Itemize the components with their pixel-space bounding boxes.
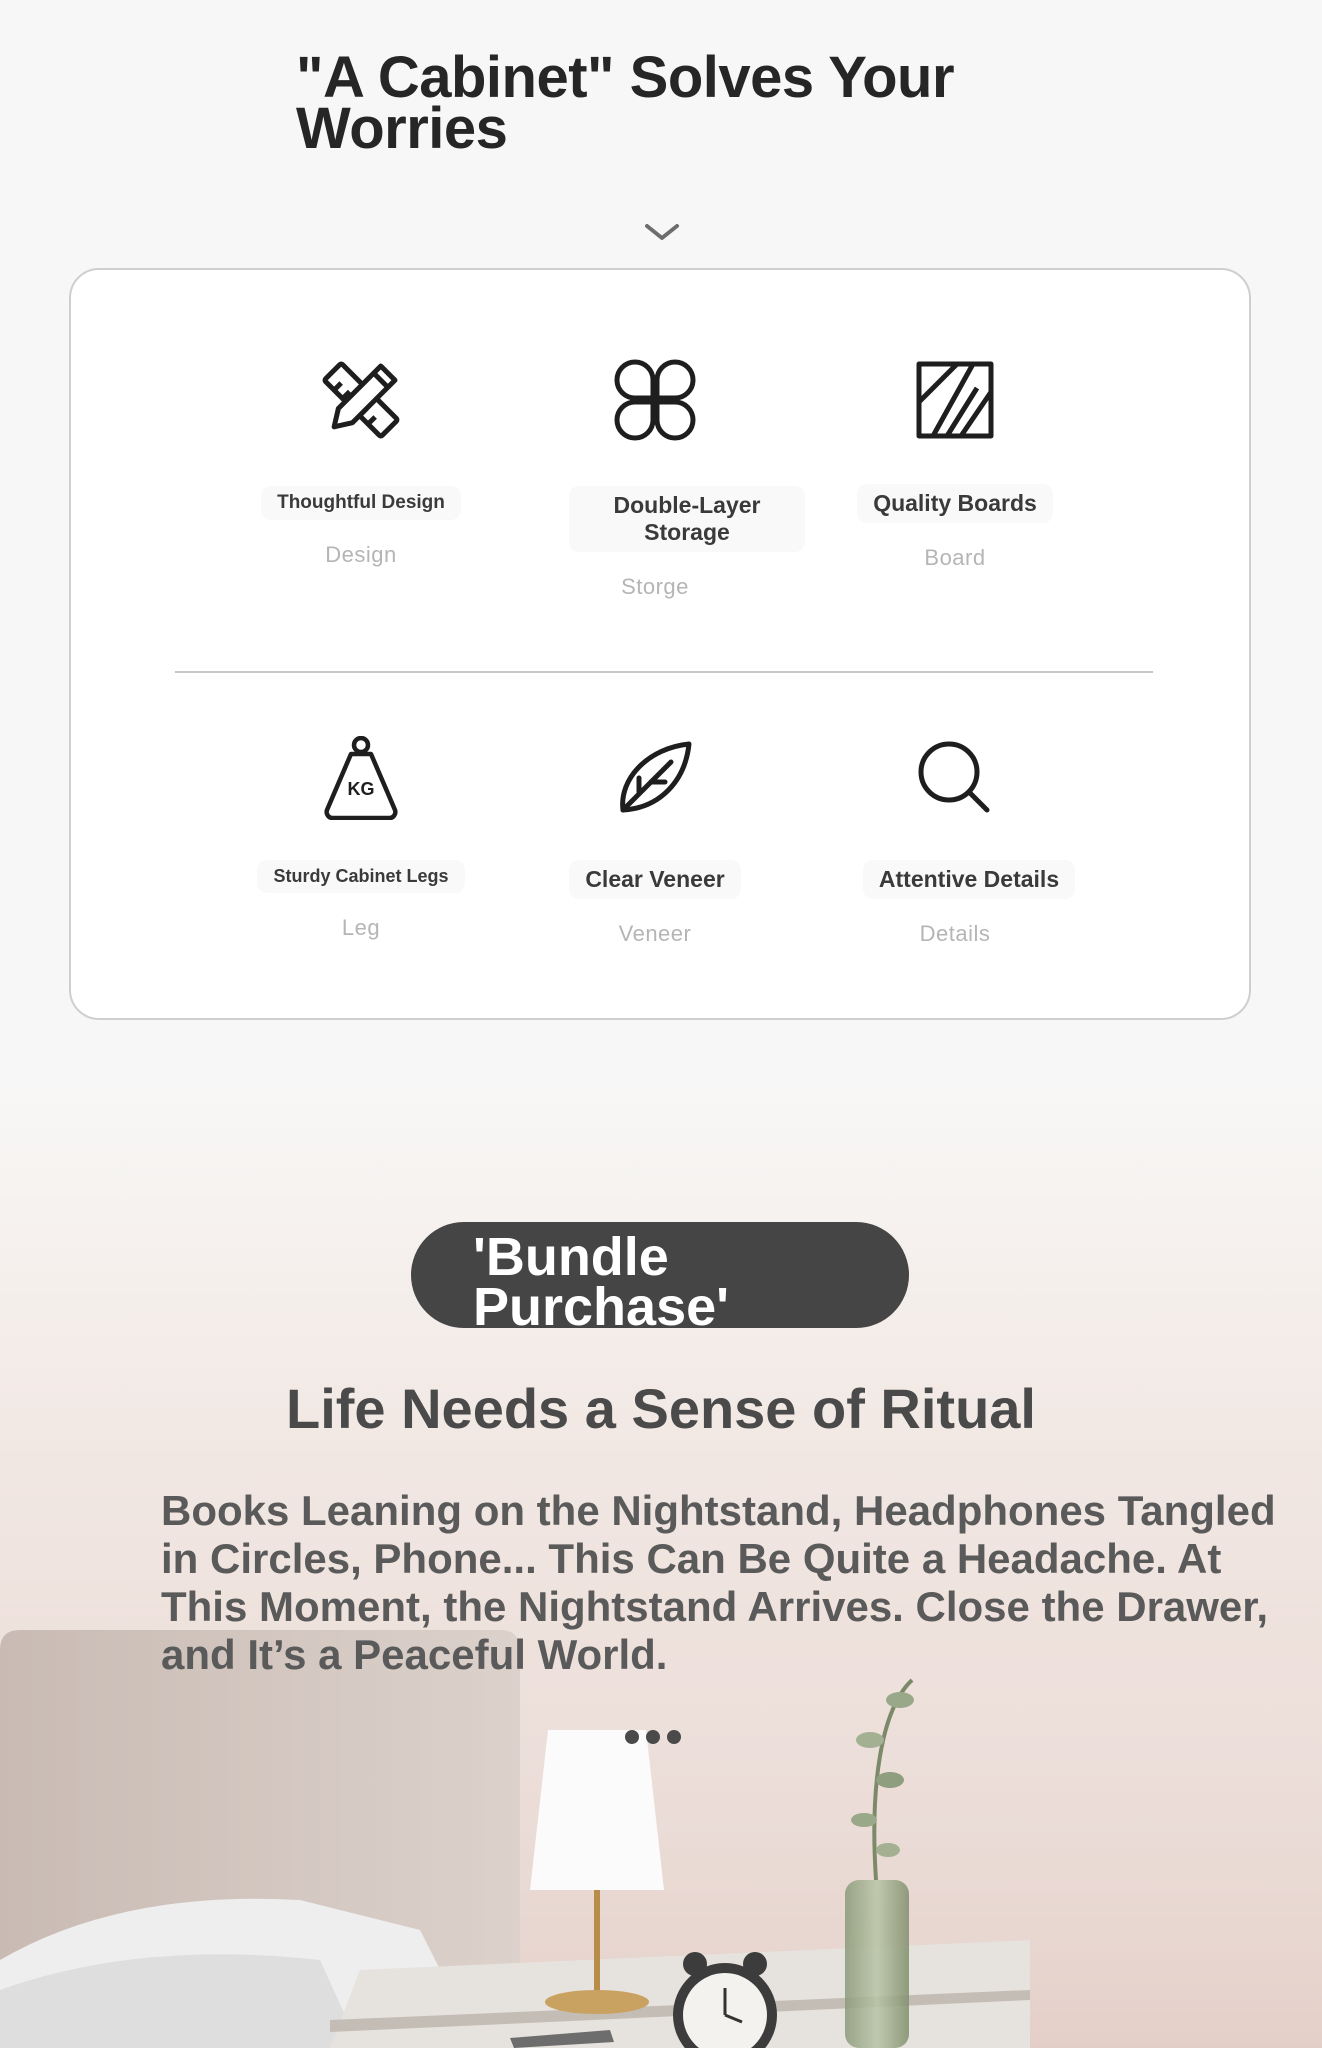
feature-clear-veneer — [505, 736, 805, 947]
board-grain-icon — [913, 358, 997, 442]
ellipsis-dots-icon — [625, 1730, 688, 1749]
feature-double-layer-storage — [505, 358, 805, 600]
bundle-section — [0, 1090, 1322, 2048]
kg-weight-icon — [319, 736, 403, 820]
feature-name: Attentive Details — [863, 860, 1075, 899]
feature-name: Double-Layer Storage — [569, 486, 805, 552]
feature-sub: Details — [919, 921, 991, 946]
section-body: Books Leaning on the Nightstand, Headphones Tangled in Circles, Phone... This Can Be Quite a Headache. At This Moment, the Nightstand Arrives. Close the Drawer, and It’s a Peaceful World. — [161, 1487, 1276, 1678]
bundle-purchase-pill — [411, 1222, 909, 1337]
feature-name: Quality Boards — [857, 484, 1053, 523]
row-divider — [175, 671, 1153, 673]
page-title: "A Cabinet" Solves Your Worries — [296, 45, 955, 161]
feature-sub: Veneer — [618, 921, 692, 946]
ruler-pencil-icon — [319, 358, 403, 442]
feature-sub: Board — [924, 545, 986, 570]
pill-label: 'Bundle Purchase' — [473, 1227, 729, 1337]
feature-name: Sturdy Cabinet Legs — [257, 860, 464, 893]
feature-card — [69, 268, 1251, 1020]
feature-sub: Design — [325, 542, 397, 567]
section-headline: Life Needs a Sense of Ritual — [286, 1377, 1036, 1440]
feature-sturdy-cabinet-legs — [211, 736, 511, 941]
feature-quality-boards — [805, 358, 1105, 571]
feature-thoughtful-design — [211, 358, 511, 568]
feature-sub: Leg — [341, 915, 381, 940]
feature-sub: Storge — [621, 574, 689, 599]
chevron-down-icon — [643, 218, 681, 246]
leaf-icon — [613, 736, 697, 820]
feature-attentive-details — [805, 736, 1105, 947]
four-petal-icon — [613, 358, 697, 442]
magnifier-icon — [913, 736, 997, 820]
svg-text:KG: KG — [347, 779, 375, 799]
feature-name: Thoughtful Design — [261, 486, 461, 520]
feature-name: Clear Veneer — [569, 860, 740, 899]
